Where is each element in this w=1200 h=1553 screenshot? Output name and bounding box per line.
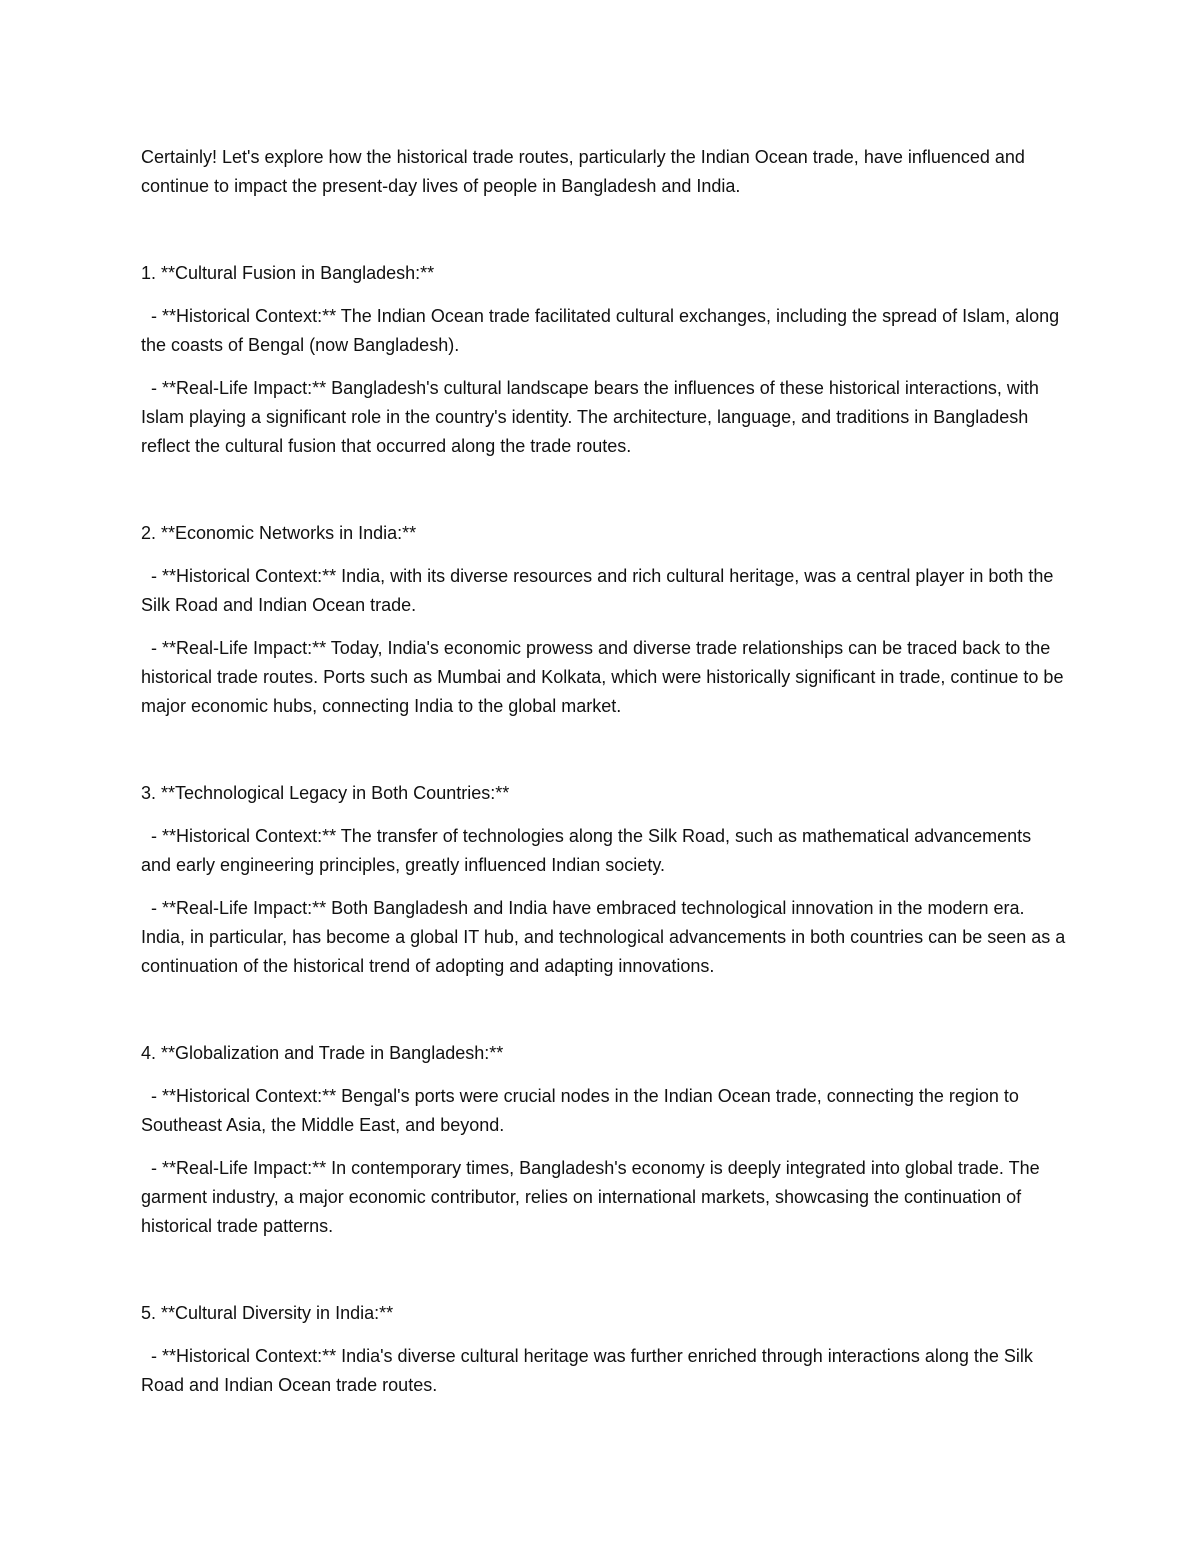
- real-life-impact-paragraph: - **Real-Life Impact:** In contemporary times, Bangladesh's economy is deeply integrated into global trade. The garment industry, a major economic contributor, relies on international markets, showcasing the continuation of historical trade patterns.: [141, 1158, 1045, 1236]
- section-globalization-bangladesh: [141, 1039, 1066, 1241]
- section-heading: 5. **Cultural Diversity in India:**: [141, 1303, 394, 1323]
- intro-paragraph: Certainly! Let's explore how the historical trade routes, particularly the Indian Ocean trade, have influenced and continue to impact the present-day lives of people in Bangladesh and India.: [141, 147, 1025, 196]
- section-heading: 2. **Economic Networks in India:**: [141, 523, 417, 543]
- historical-context-paragraph: - **Historical Context:** India, with its diverse resources and rich cultural heritage, was a central player in both the Silk Road and Indian Ocean trade.: [141, 566, 1059, 615]
- section-heading: 3. **Technological Legacy in Both Countries:**: [141, 783, 510, 803]
- section-economic-networks-india: [141, 519, 1069, 721]
- historical-context-paragraph: - **Historical Context:** The Indian Ocean trade facilitated cultural exchanges, including the spread of Islam, along the coasts of Bengal (now Bangladesh).: [141, 306, 1065, 355]
- section-technological-legacy: [141, 779, 1071, 981]
- real-life-impact-paragraph: - **Real-Life Impact:** Today, India's economic prowess and diverse trade relationships can be traced back to the historical trade routes. Ports such as Mumbai and Kolkata, which were historically significant in trade, continue to be major economic hubs, connecting India to the global market.: [141, 638, 1069, 716]
- section-heading: 4. **Globalization and Trade in Bangladesh:**: [141, 1043, 504, 1063]
- section-cultural-diversity-india: [141, 1299, 1066, 1400]
- document-body: [141, 143, 1071, 1400]
- real-life-impact-paragraph: - **Real-Life Impact:** Both Bangladesh and India have embraced technological innovation in the modern era. India, in particular, has become a global IT hub, and technological advancements in both countries can be seen as a continuation of the historical trend of adopting and adapting innovations.: [141, 898, 1071, 976]
- historical-context-paragraph: - **Historical Context:** India's diverse cultural heritage was further enriched through interactions along the Silk Road and Indian Ocean trade routes.: [141, 1346, 1038, 1395]
- section-heading: 1. **Cultural Fusion in Bangladesh:**: [141, 263, 435, 283]
- historical-context-paragraph: - **Historical Context:** The transfer of technologies along the Silk Road, such as mathematical advancements and early engineering principles, greatly influenced Indian society.: [141, 826, 1037, 875]
- section-cultural-fusion-bangladesh: [141, 259, 1066, 461]
- historical-context-paragraph: - **Historical Context:** Bengal's ports were crucial nodes in the Indian Ocean trade, connecting the region to Southeast Asia, the Middle East, and beyond.: [141, 1086, 1024, 1135]
- real-life-impact-paragraph: - **Real-Life Impact:** Bangladesh's cultural landscape bears the influences of these historical interactions, with Islam playing a significant role in the country's identity. The architecture, language, and traditions in Bangladesh reflect the cultural fusion that occurred along the trade routes.: [141, 378, 1044, 456]
